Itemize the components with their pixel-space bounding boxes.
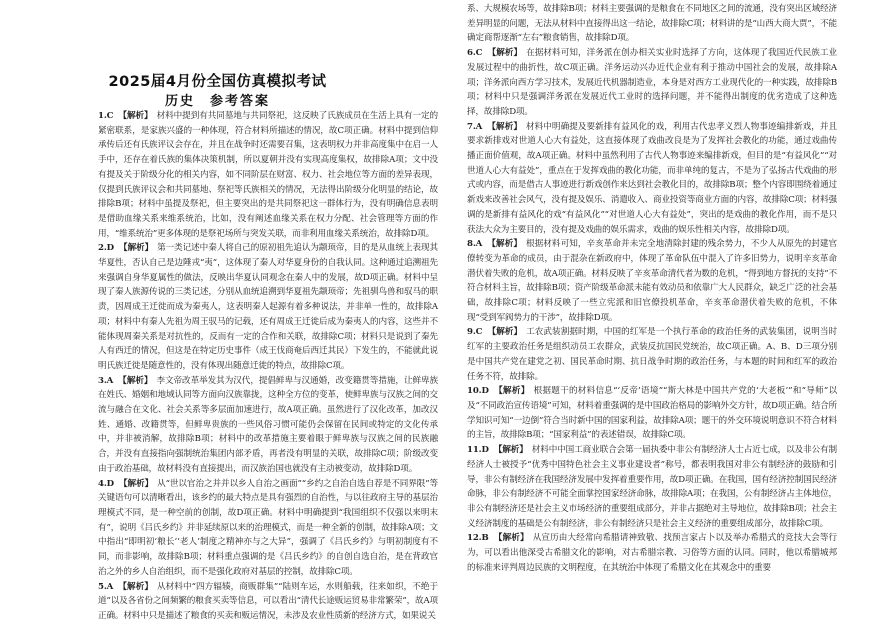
answer-item bbox=[467, 46, 837, 120]
answer-item bbox=[467, 384, 837, 443]
page-title: 2025届4月份全国仿真模拟考试 bbox=[108, 74, 327, 90]
answer-number: 2.D bbox=[98, 243, 114, 254]
answer-text: 根据材料可知，辛亥革命并未完全地清除封建的残余势力，不少人从原先的封建官僚转变为革命的成员，由于混杂在新政府中，体现了革命队伍中混入了许多旧势力，说明辛亥革命潜伏着失败的危机，故A项正确。材料反映了辛亥革命清代者为数的危机，“得到地方督抚的支持”不符合材料主旨，故排除B项；资产阶级革命派未能有效动员和依靠广大人民群众，缺乏广泛的社会基础，故排除C项；材料反映了一些立宪派和旧官僚投机革命，辛亥革命潜伏着失败的危机，不体现“受到军阀势力的干涉”，故排除D项。 bbox=[467, 239, 837, 323]
answer-item bbox=[98, 241, 438, 373]
answer-item bbox=[467, 237, 837, 325]
analysis-tag: 【解析】 bbox=[118, 581, 153, 592]
answer-number: 8.A bbox=[467, 239, 483, 250]
answer-item bbox=[467, 2, 837, 46]
page-subtitle: 历史 参考答案 bbox=[164, 94, 270, 109]
answer-text: 从“世以官治之并并以乡人自治之画面”“乡约之自治自选自荐是不同界限”等关键语句可以清晰看出，该乡约的最大特点是具有强烈的自治性，与以往政府主导的基层治理模式不同，是一种空前的创制，故D项正确。材料中明确提到“我国组织不仅强以来明末有”，说明《吕氏乡约》并非延续原以来的治理模式，而是一种全新的创制，故排除A项；文中指出“即明初‘粮长’‘老人’制度之精神亦与之大异”，强调了《吕氏乡约》与明初制度有不同，而非影响，故排除B项；材料重点强调的是《吕氏乡约》的自创自选自治，是在背政官治之外的乡人自治组织，而不是强化政府对基层的控制，故排除C项。 bbox=[98, 478, 438, 577]
right-column bbox=[435, 0, 870, 615]
answer-item bbox=[467, 120, 837, 238]
analysis-tag: 【解析】 bbox=[493, 445, 528, 456]
answer-number: 5.A bbox=[98, 581, 114, 592]
analysis-tag: 【解析】 bbox=[487, 239, 522, 250]
answer-item bbox=[98, 109, 438, 241]
answer-text: 材料中中国工商业联合会第一届执委中非公有制经济人士占近七成，以及非公有制经济人士被授予“优秀中国特色社会主义事业建设者”称号，都表明我国对非公有制经济的鼓励和引导，非公有制经济在我国经济发展中发挥着重要作用，故D项正确。在我国，国有经济控制国民经济命脉，非公有制经济不可能全面掌控国家经济命脉，故排除A项；在我国，公有制经济占主体地位，非公有制经济还是社会主义市场经济的重要组成部分，并非占据绝对主导地位，故排除B项；社会主义经济制度的基础是公有制经济，非公有制经济只是社会主义经济的重要组成部分，故排除C项。 bbox=[467, 445, 837, 529]
answer-number: 9.C bbox=[467, 327, 483, 338]
analysis-tag: 【解析】 bbox=[493, 533, 529, 544]
answer-list-right bbox=[467, 2, 837, 575]
answer-number: 6.C bbox=[467, 48, 483, 59]
answer-number: 7.A bbox=[467, 121, 483, 132]
answer-item bbox=[467, 531, 837, 575]
answer-text: 工农武装割据时期，中国的红军是一个执行革命的政治任务的武装集团，说明当时红军的主要政治任务是组织动员工农群众，武装反抗国民党统治，故C项正确。A、B、D三项分别是中国共产党在建党之初、国民革命时期、抗日战争时期的政治任务，与本题的时间和红军的政治任务不符，故排除。 bbox=[467, 327, 837, 382]
answer-text: 根据题干的材料信息“‘反帝’语境”“斯大林是中国共产党的‘大老板’”和“导师”以及“不同政治宣传语境”可知，材料着重强调的是中国政治格局的影响外交方针，故D项正确。结合所学知识可知“一边倒”符合当时新中国的国家利益，故排除A项；题干的外交环境说明意识不符合材料的主旨，故排除B项；“国家利益”的表述错误，故排除C项。 bbox=[467, 386, 837, 441]
answer-item bbox=[467, 325, 837, 384]
answer-item bbox=[98, 580, 438, 624]
answer-item bbox=[98, 374, 438, 477]
answer-text: 在据材料可知，洋务派在创办相关实业时选择了方向，这体现了我国近代民族工业发展过程中的曲折性，故C项正确。洋务运动兴办近代企业有利于推动中国社会的发展，故排除A项；洋务派向西方学习技术，发展近代机器制造业，本身是对西方工业现代化的一种实践，故排除B项；材料中只是强调洋务派在发展近代工业时的选择问题，并不能得出制度的优劣造成了这种选择，故排除D项。 bbox=[467, 48, 837, 117]
analysis-tag: 【解析】 bbox=[487, 121, 522, 132]
analysis-tag: 【解析】 bbox=[487, 327, 523, 338]
analysis-tag: 【解析】 bbox=[118, 243, 154, 254]
answer-item bbox=[467, 443, 837, 531]
analysis-tag: 【解析】 bbox=[493, 386, 530, 397]
answer-number: 10.D bbox=[467, 386, 489, 397]
answer-number: 11.D bbox=[467, 445, 489, 456]
analysis-tag: 【解析】 bbox=[118, 478, 154, 489]
answer-text: 材料中提到有共同墓地与共同祭祀，这反映了氏族成员在生活上具有一定的紧密联系，是家族兴盛的一种体现，符合材料所描述的情况，故C项正确。材料中提到信仰承传后还有氏族评议会存在，并且在战争时还需要召集，这表明权力并非高度集中在启一人手中，还存在着氏族的集体决策机制，所以夏朝并没有实现高度集权，故排除A项；文中没有提及关于阶级分化的相关内容，如不同阶层在财富、权力、社会地位等方面的差异表现，仅提到氏族评议会和共同墓地、祭祀等氏族相关的情况，无法得出阶级分化明显的结论，故排除B项；材料中虽提及祭祀，但主要突出的是共同祭祀这一群体行为，没有明确信息表明是借助血缘关系来维系统治，比如，没有阐述血缘关系在权力分配、社会管理等方面的作用，“维系统治”更多体现的是祭祀场所与突发关联，而非利用血缘关系统治，故排除D项。 bbox=[98, 111, 438, 239]
answer-text: 李文帝改革举发其为汉代，提倡鲜卑与汉通婚，改变籍贯等措施，让鲜卑族在姓氏、婚姻和地域认同等方面向汉族靠拢，这种全方位的变革，使鲜卑族与汉族之间的交流与融合在文化、社会关系等多层面加速进行，故A项正确。虽然进行了汉化改革，加改汉姓、通婚、改籍贯等，但鲜卑贵族的一些风俗习惯可能仍会保留在民间或特定的文化传承中，并非被消解，故排除B项；材料中的改革措施主要着眼于鲜卑族与汉族之间的民族融合，并没有直接指向强制统治集团内部矛盾，再者没有明显的关联，故排除C项；阶级改变由于政治基础，故材料没有直接提出，而汉族治国也就没有主动被变动，故排除D项。 bbox=[98, 375, 438, 474]
answer-item bbox=[98, 477, 438, 580]
analysis-tag: 【解析】 bbox=[118, 111, 153, 121]
answer-list-left bbox=[98, 109, 438, 624]
analysis-tag: 【解析】 bbox=[487, 48, 523, 59]
answer-number: 1.C bbox=[98, 111, 114, 121]
answer-text: 从材料中“四方辐辏，商贩群集”“陆则车运，水则船载，往来如织，不绝于道”以及各省份之间频繁的粮食买卖等信息，可以看出“清代长途贩运贸易非常繁荣”，故A项正确。材料中只是描述了粮食的买卖和贩运情况，未涉及农业性质新的经济方式，如果说关 bbox=[98, 581, 438, 621]
answer-text: 从宣历由大经常向希腊请神致敬、找预言家占卜以及举办希腊式的竞技大会等行为，可以看出他深受古希腊文化的影响，对古希腊宗教、习俗等方面的认同。同时，他以希腊城邦的标准来评判周边民族的文明程度，在其统治中体现了希腊文化在其观念中的重要 bbox=[467, 533, 837, 573]
answer-text: 系、大规模农场等，故排除B项；材料主要强调的是粮食在不同地区之间的流通，没有突出区域经济差异明显的问题，无法从材料中直接得出这一结论，故排除C项；材料讲的是“山西大商大贾”，不能确定商帮逐渐“左右”粮食销售，故排除D项。 bbox=[467, 4, 837, 44]
answer-number: 12.B bbox=[467, 533, 489, 544]
answer-text: 材料中明确提及要新排有益风化的戏，利用古代忠孝义烈人物事迹编排新戏，并且要求新排戏对世道人心大有益处，这直接体现了戏曲改良是为了发挥社会教化的功能，通过戏曲传播正面价值观，故A项正确。材料中虽然利用了古代人物事迹来编排新戏，但目的是“有益风化”“对世道人心大有益处”，重点在于发挥戏曲的教化功能，而非单纯的复古，不是为了弘扬古代戏曲的形式或内容，而是借古人事迹进行新戏创作来达到社会教化目的，故排除B项；整个内容即围绕着通过新戏来改善社会风气，没有提及娱乐、消遣收入、商业投资等商业方面的内容，故排除C项；材料强调的是新排有益风化的戏“有益风化”“对世道人心大有益处”，突出的是戏曲的教化作用，而不是只获法大众为主要目的，没有提及戏曲的娱乐需求，戏曲的娱乐性相关内容，故排除D项。 bbox=[467, 121, 837, 235]
answer-number: 4.D bbox=[98, 478, 114, 489]
answer-text: 第一类记述中秦人将自己的原初祖先追认为颛顼帝，目的是从血统上表现其华夏性，否认自己是边陲戎“夷”，这体现了秦人对华夏身份的自我认同。这种通过追溯祖先来强调自身华夏属性的做法，反映出华夏认同观念在秦人中的发展，故D项正确。材料中呈现了秦人族源传说的三类记述，分别从血统追溯到华夏祖先颛顼帝；先祖驯鸟兽和驭马的职责，因周成王迁徙而成为秦夷人，这表明秦人起源有着多种说法，并非单一性的，故排除A项；材料中有秦人先祖为周王驭马的记载，还有周成王迁徙后成为秦夷人的内容，这些并不能体现周秦关系是对抗性的，反而有一定的合作和关联，故排除C项；材料只是说到了秦先人有西迁的情况，但这是在特定历史事件（成王伐商奄后西迁其民）下发生的，不能就此说明氏族迁徙是随意性的，没有体现出随意迁徙的特点，故排除C项。 bbox=[98, 243, 438, 371]
answer-number: 3.A bbox=[98, 375, 114, 386]
analysis-tag: 【解析】 bbox=[118, 375, 153, 386]
